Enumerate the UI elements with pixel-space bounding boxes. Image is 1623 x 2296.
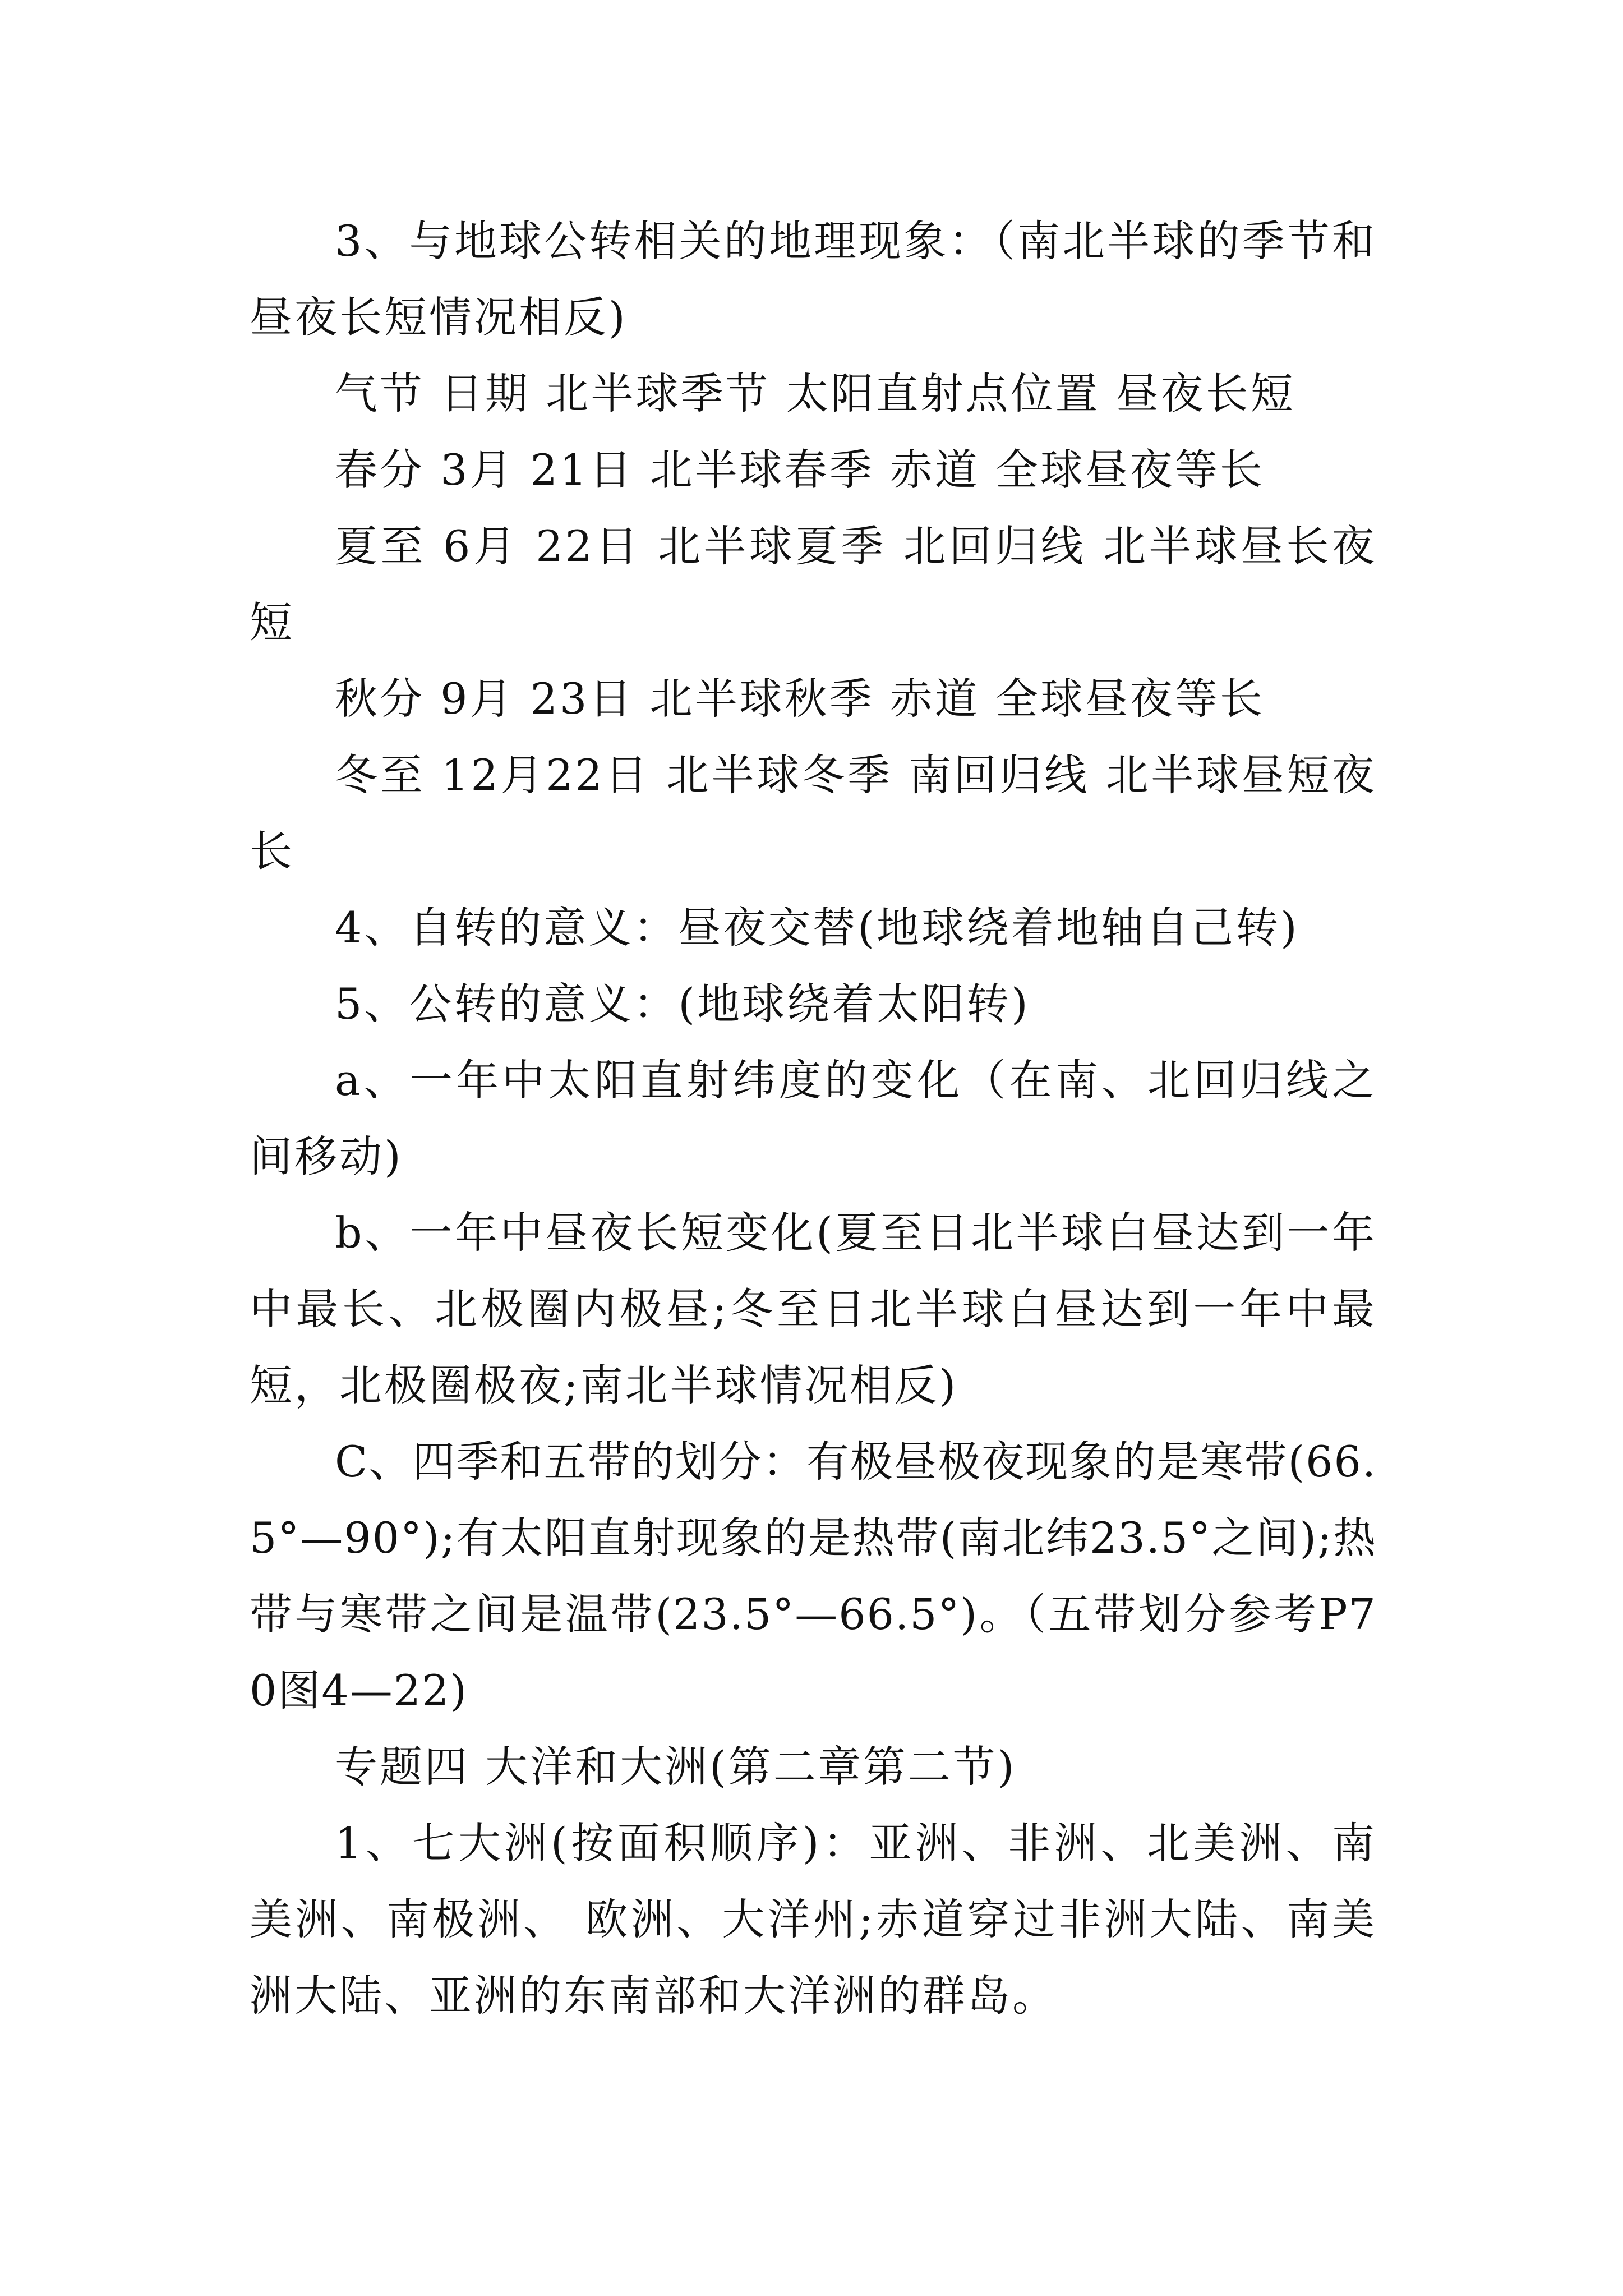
paragraph-winter-solstice: 冬至 12月22日 北半球冬季 南回归线 北半球昼短夜长 bbox=[250, 750, 1377, 876]
paragraph-autumn-equinox: 秋分 9月 23日 北半球秋季 赤道 全球昼夜等长 bbox=[335, 674, 1265, 724]
paragraph-spring-equinox: 春分 3月 21日 北半球春季 赤道 全球昼夜等长 bbox=[335, 445, 1265, 495]
paragraph-item-c: C、四季和五带的划分：有极昼极夜现象的是寒带(66.5°—90°);有太阳直射现象的是热带(南北纬23.5°之间);热带与寒带之间是温带(23.5°—66.5°)。（五带划分参考P70图4—22) bbox=[250, 1437, 1377, 1715]
paragraph-item-b: b、一年中昼夜长短变化(夏至日北半球白昼达到一年中最长、北极圈内极昼;冬至日北半球白昼达到一年中最短，北极圈极夜;南北半球情况相反) bbox=[250, 1208, 1377, 1410]
paragraph-revolution-phenomena: 3、与地球公转相关的地理现象：（南北半球的季节和昼夜长短情况相反) bbox=[250, 216, 1377, 342]
paragraph-seven-continents: 1、七大洲(按面积顺序)：亚洲、非洲、北美洲、南美洲、南极洲、 欧洲、大洋州;赤道穿过非洲大陆、南美洲大陆、亚洲的东南部和大洋洲的群岛。 bbox=[250, 1818, 1377, 2021]
paragraph-topic-four-heading: 专题四 大洋和大洲(第二章第二节) bbox=[335, 1742, 1017, 1792]
paragraph-table-header: 气节 日期 北半球季节 太阳直射点位置 昼夜长短 bbox=[335, 369, 1295, 418]
paragraph-item-a: a、一年中太阳直射纬度的变化（在南、北回归线之间移动) bbox=[250, 1055, 1377, 1181]
paragraph-summer-solstice: 夏至 6月 22日 北半球夏季 北回归线 北半球昼长夜短 bbox=[250, 521, 1377, 647]
document-body bbox=[250, 203, 1377, 2034]
paragraph-revolution-meaning: 5、公转的意义：(地球绕着太阳转) bbox=[335, 979, 1030, 1029]
paragraph-rotation-meaning: 4、自转的意义：昼夜交替(地球绕着地轴自己转) bbox=[335, 903, 1299, 953]
